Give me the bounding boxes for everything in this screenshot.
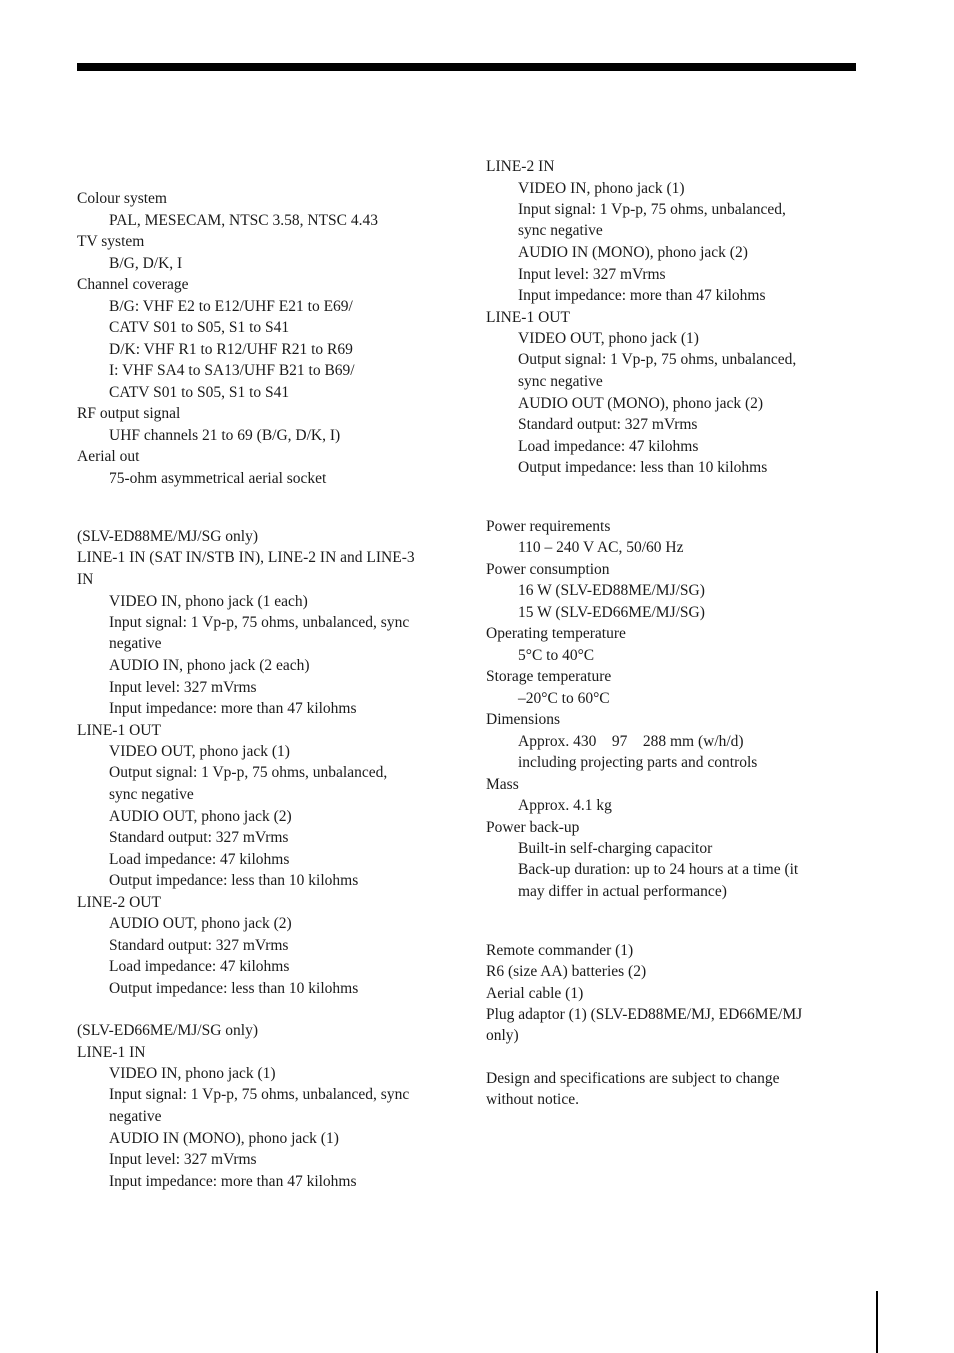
- spec-label: LINE-1 OUT: [77, 721, 161, 739]
- spec-label: Aerial out: [77, 448, 140, 465]
- spec-value: [77, 612, 449, 655]
- spec-value-line: negative: [109, 1107, 162, 1125]
- spec-value: [486, 838, 840, 860]
- spec-value-line: Input signal: 1 Vp-p, 75 ohms, unbalanced, sync: [109, 613, 410, 631]
- accessory-item: [486, 961, 840, 983]
- spec-value-line: AUDIO IN, phono jack (2 each): [109, 657, 310, 674]
- spec-value: [77, 677, 449, 699]
- spec-label-line: LINE-1 IN (SAT IN/STB IN), LINE-2 IN and LINE-3: [77, 549, 415, 567]
- spec-value-line: Input signal: 1 Vp-p, 75 ohms, unbalanced, sync: [109, 1086, 410, 1104]
- accessory-line: Remote commander (1): [486, 941, 634, 959]
- spec-value: [77, 382, 449, 404]
- spec-value-line: 110 – 240 V AC, 50/60 Hz: [518, 539, 684, 556]
- spec-value: [486, 414, 840, 436]
- spec-value-line: Standard output: 327 mVrms: [518, 416, 698, 433]
- spec-value: [77, 591, 449, 613]
- spec-value: [77, 956, 449, 978]
- spec-value-line: Input impedance: more than 47 kilohms: [518, 287, 766, 304]
- spec-label: LINE-1 OUT: [486, 308, 570, 326]
- spec-value: [77, 317, 449, 339]
- spec-value: [77, 763, 449, 806]
- spec-value: [77, 698, 449, 720]
- spec-value-line: AUDIO OUT, phono jack (2): [109, 807, 292, 825]
- spec-label: Dimensions: [486, 711, 561, 728]
- supplied-accessories-section: [486, 940, 840, 1048]
- spec-value: [486, 688, 840, 710]
- spec-value-line: Output signal: 1 Vp-p, 75 ohms, unbalanced,: [109, 764, 388, 782]
- spec-value: [486, 178, 840, 200]
- spec-value-line: Back-up duration: up to 24 hours at a time (it: [518, 861, 799, 879]
- spec-label: Operating temperature: [486, 625, 626, 642]
- spec-value-line: Load impedance: 47 kilohms: [518, 437, 699, 455]
- inputs-outputs-ed66-section: [77, 1042, 449, 1193]
- spec-value-line: Built-in self-charging capacitor: [518, 840, 713, 857]
- spec-value: [77, 468, 449, 490]
- spec-value: [486, 242, 840, 264]
- spec-value-line: VIDEO IN, phono jack (1): [518, 179, 685, 197]
- spec-value-line: Load impedance: 47 kilohms: [109, 958, 290, 975]
- notice-line: Design and specifications are subject to change: [486, 1069, 780, 1087]
- spec-value: [486, 393, 840, 415]
- spec-label: Power requirements: [486, 517, 611, 535]
- spec-value-line: 75-ohm asymmetrical aerial socket: [109, 469, 327, 487]
- accessory-line: Plug adaptor (1) (SLV-ED88ME/MJ, ED66ME/MJ: [486, 1005, 803, 1023]
- spec-label: LINE-2 IN: [486, 158, 555, 175]
- spec-label: [77, 548, 449, 591]
- spec-value-line: negative: [109, 635, 162, 653]
- spec-value: [77, 741, 449, 763]
- spec-value: [77, 339, 449, 361]
- spec-label: Power back-up: [486, 818, 580, 836]
- spec-value: [486, 264, 840, 286]
- spec-value-line: 16 W (SLV-ED88ME/MJ/SG): [518, 582, 705, 599]
- spec-value: [77, 1128, 449, 1150]
- spec-value-line: VIDEO IN, phono jack (1): [109, 1065, 276, 1082]
- inputs-outputs-ed88-section: [77, 548, 449, 1000]
- spec-value: [77, 849, 449, 871]
- spec-value-line: B/G: VHF E2 to E12/UHF E21 to E69/: [109, 297, 353, 315]
- right-column: [486, 156, 840, 1111]
- spec-value-line: B/G, D/K, I: [109, 254, 183, 272]
- spec-value: [77, 1085, 449, 1128]
- spec-value: [486, 602, 840, 624]
- spec-value-line: Load impedance: 47 kilohms: [109, 850, 290, 868]
- spec-value-line: sync negative: [518, 222, 603, 240]
- spec-value-line: Input level: 327 mVrms: [518, 265, 666, 283]
- accessory-line: only): [486, 1027, 519, 1045]
- general-specs-section: [77, 188, 449, 489]
- spec-value: [486, 795, 840, 817]
- spec-value-line: Approx. 430 97 288 mm (w/h/d): [518, 732, 744, 750]
- slv-ed66-note: (SLV-ED66ME/MJ/SG only): [77, 1022, 259, 1039]
- spec-value-line: 15 W (SLV-ED66ME/MJ/SG): [518, 603, 705, 621]
- spec-value: [77, 425, 449, 447]
- accessory-item: [486, 983, 840, 1005]
- spec-label: Power consumption: [486, 560, 610, 578]
- accessory-line: Aerial cable (1): [486, 984, 584, 1002]
- page-edge-line: [876, 1291, 878, 1353]
- spec-value-line: VIDEO IN, phono jack (1 each): [109, 592, 308, 610]
- spec-value-line: CATV S01 to S05, S1 to S41: [109, 319, 290, 336]
- spec-value-line: Standard output: 327 mVrms: [109, 829, 289, 846]
- spec-value: [486, 328, 840, 350]
- spec-value-line: UHF channels 21 to 69 (B/G, D/K, I): [109, 426, 341, 444]
- spec-value-line: may differ in actual performance): [518, 882, 727, 900]
- spec-label-line: IN: [77, 570, 94, 588]
- spec-value: [486, 436, 840, 458]
- spec-label: RF output signal: [77, 405, 181, 422]
- accessory-item: [486, 940, 840, 962]
- spec-value-line: including projecting parts and controls: [518, 754, 758, 771]
- spec-value: [486, 199, 840, 242]
- left-column: [77, 188, 449, 1192]
- spec-label: LINE-2 OUT: [77, 893, 161, 911]
- spec-value: [486, 752, 840, 774]
- spec-value: [486, 645, 840, 667]
- spec-value: [486, 731, 840, 753]
- spec-value: [77, 360, 449, 382]
- spec-value-line: AUDIO IN (MONO), phono jack (1): [109, 1129, 339, 1147]
- spec-label: LINE-1 IN: [77, 1043, 146, 1061]
- spec-value: [77, 978, 449, 1000]
- spec-value-line: D/K: VHF R1 to R12/UHF R21 to R69: [109, 340, 353, 358]
- header-rule: [77, 63, 856, 71]
- spec-value-line: PAL, MESECAM, NTSC 3.58, NTSC 4.43: [109, 211, 379, 229]
- spec-value: [77, 210, 449, 232]
- spec-value-line: Output impedance: less than 10 kilohms: [109, 872, 359, 889]
- spec-value: [77, 1171, 449, 1193]
- spec-value-line: –20°C to 60°C: [518, 689, 610, 707]
- spec-label: Colour system: [77, 190, 167, 207]
- spec-value-line: AUDIO OUT, phono jack (2): [109, 915, 292, 932]
- spec-value: [486, 580, 840, 602]
- spec-value-line: Input impedance: more than 47 kilohms: [109, 700, 357, 717]
- spec-value: [77, 1149, 449, 1171]
- notice-line: without notice.: [486, 1091, 579, 1109]
- spec-value-line: Output signal: 1 Vp-p, 75 ohms, unbalanced,: [518, 351, 797, 369]
- notice-text: [486, 1068, 840, 1111]
- spec-value: [77, 1063, 449, 1085]
- spec-value-line: Input impedance: more than 47 kilohms: [109, 1172, 357, 1190]
- general-power-section: [486, 516, 840, 903]
- spec-value-line: Output impedance: less than 10 kilohms: [518, 459, 768, 476]
- spec-value-line: VIDEO OUT, phono jack (1): [518, 330, 699, 347]
- spec-value-line: Input level: 327 mVrms: [109, 678, 257, 696]
- spec-value-line: 5°C to 40°C: [518, 646, 595, 664]
- accessory-line: R6 (size AA) batteries (2): [486, 963, 647, 980]
- spec-value-line: AUDIO IN (MONO), phono jack (2): [518, 244, 748, 261]
- inputs-outputs-ed66-continued-section: [486, 156, 840, 479]
- spec-value-line: AUDIO OUT (MONO), phono jack (2): [518, 394, 764, 412]
- spec-value: [486, 537, 840, 559]
- spec-value: [77, 935, 449, 957]
- spec-value-line: Approx. 4.1 kg: [518, 797, 612, 814]
- spec-value: [77, 806, 449, 828]
- spec-value-line: sync negative: [109, 785, 194, 803]
- spec-value-line: Standard output: 327 mVrms: [109, 936, 289, 954]
- spec-value-line: Input level: 327 mVrms: [109, 1151, 257, 1168]
- spec-value-line: I: VHF SA4 to SA13/UHF B21 to B69/: [109, 362, 355, 379]
- spec-value-line: Output impedance: less than 10 kilohms: [109, 979, 359, 997]
- spec-value-line: CATV S01 to S05, S1 to S41: [109, 383, 290, 401]
- spec-label: Storage temperature: [486, 668, 612, 685]
- spec-value: [486, 457, 840, 479]
- spec-label: Channel coverage: [77, 276, 189, 293]
- spec-value: [77, 870, 449, 892]
- spec-label: Mass: [486, 775, 519, 793]
- spec-value: [77, 655, 449, 677]
- spec-value: [486, 285, 840, 307]
- spec-value-line: Input signal: 1 Vp-p, 75 ohms, unbalanced,: [518, 200, 786, 218]
- spec-value: [77, 253, 449, 275]
- spec-value-line: sync negative: [518, 372, 603, 390]
- accessory-item: [486, 1004, 840, 1047]
- spec-label: TV system: [77, 233, 145, 250]
- spec-value-line: VIDEO OUT, phono jack (1): [109, 743, 290, 760]
- spec-value: [486, 350, 840, 393]
- spec-value: [486, 860, 840, 903]
- spec-value: [77, 296, 449, 318]
- spec-value: [77, 913, 449, 935]
- slv-ed88-note: (SLV-ED88ME/MJ/SG only): [77, 528, 259, 545]
- spec-value: [77, 827, 449, 849]
